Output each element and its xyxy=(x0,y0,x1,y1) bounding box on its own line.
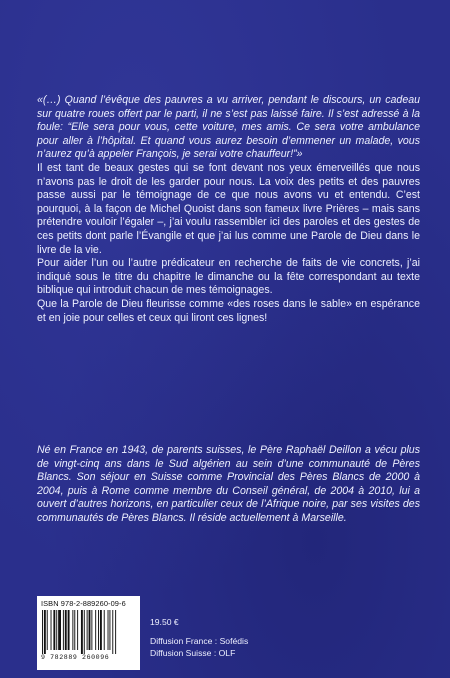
barcode-digits: 9 782889 260096 xyxy=(41,654,110,661)
barcode-bars-icon xyxy=(41,610,136,654)
isbn-label: ISBN 978-2-889260-09-6 xyxy=(41,599,126,608)
blurb-paragraph-2: Pour aider l’un ou l’autre prédicateur en recherche de faits de vie concrets, j’ai indiqué sous le titre du chapitre le dimanche ou la fête correspondant au texte biblique qui introduit chacun de mes témoignages. xyxy=(37,257,420,297)
blurb-paragraph-1: Il est tant de beaux gestes qui se font devant nos yeux émerveillés que nous n’avons pas le droit de les garder pour nous. La voix des petits et des pauvres passe aussi par le témoignage de ce que nous avons vu et entendu. C’est pourquoi, à la façon de Michel Quoist dans son fameux livre Prières – mais sans prétendre vouloir l’égaler –, j’ai voulu rassembler ici des paroles et des gestes de ces petits dont parle l’Évangile et que j’ai lus comme une Parole de Dieu dans le livre de la vie. xyxy=(37,161,420,256)
price: 19.50 € xyxy=(150,617,179,627)
blurb xyxy=(37,94,420,325)
author-bio xyxy=(37,444,420,526)
distribution-suisse: Diffusion Suisse : OLF xyxy=(150,648,236,658)
isbn-barcode xyxy=(37,596,140,670)
distribution-france: Diffusion France : Sofédis xyxy=(150,636,249,646)
blurb-paragraph-3: Que la Parole de Dieu fleurisse comme «des roses dans le sable» en espérance et en joie pour celles et ceux qui liront ces lignes! xyxy=(37,297,420,324)
opening-quote: «(…) Quand l’évêque des pauvres a vu arriver, pendant le discours, un cadeau sur quatre roues offert par le parti, il ne s’est pas laissé faire. Il s’est adressé à la foule: “Elle sera pour vous, cette voiture, mes amis. Ce sera votre ambulance pour aller à l’hôpital. Et quand vous aurez besoin d’emmener un malade, vous n’aurez qu’à appeler François, je serai votre chauffeur!”» xyxy=(37,94,420,161)
author-bio-text: Né en France en 1943, de parents suisses, le Père Raphaël Deillon a vécu plus de vingt-cinq ans dans le Sud algérien au sein d’une communauté de Pères Blancs. Son séjour en Suisse comme Provincial des Pères Blancs de 2000 à 2004, puis à Rome comme membre du Conseil général, de 2004 à 2010, lui a ouvert d’autres horizons, en particulier ceux de l’Afrique noire, par ses visites des communautés de Pères Blancs. Il réside actuellement à Marseille. xyxy=(37,444,420,524)
